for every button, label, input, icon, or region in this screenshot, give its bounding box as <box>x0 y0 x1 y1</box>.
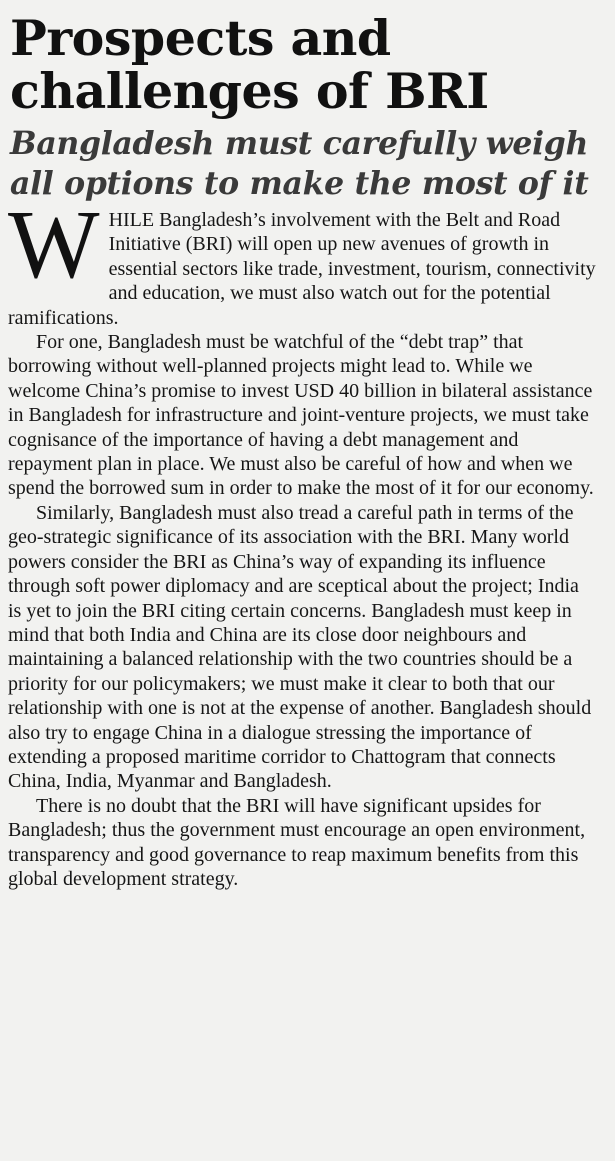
subheadline-line-2: all options to make the most of it <box>10 165 589 202</box>
paragraph-4: There is no doubt that the BRI will have significant upsides for Bangladesh; thus the government must encourage an open environment, transparency and good governance to reap maximum benefits from this global development strategy. <box>8 794 586 890</box>
paragraph-3: Similarly, Bangladesh must also tread a careful path in terms of the geo-strategic significance of its association with the BRI. Many world powers consider the BRI as China’s way of expanding its influence through soft power diplomacy and are sceptical about the project; India is yet to join the BRI citing certain concerns. Bangladesh must keep in mind that both India and China are its close door neighbours and maintaining a balanced relationship with the two countries should be a priority for our policymakers; we must make it clear to both that our relationship with one is not at the expense of another. Bangladesh should also try to engage China in a dialogue stressing the importance of extending a proposed maritime corridor to Chattogram that connects China, India, Myanmar and Bangladesh. <box>8 501 592 793</box>
drop-cap: W <box>8 191 100 298</box>
subheadline-line-1: Bangladesh must carefully weigh <box>10 125 589 162</box>
paragraph-1 <box>8 191 597 330</box>
article-body <box>8 191 597 891</box>
paragraph-2: For one, Bangladesh must be watchful of the “debt trap” that borrowing without well-planned projects might lead to. While we welcome China’s promise to invest USD 40 billion in bilateral assistance in Bangladesh for infrastructure and joint-venture projects, we must take cognisance of the importance of having a debt management and repayment plan in place. We must also be careful of how and when we spend the borrowed sum in order to make the most of it for our economy. <box>8 331 594 500</box>
headline-line-1: Prospects and <box>10 9 391 67</box>
headline <box>8 9 597 120</box>
paragraph-1-text: HILE Bangladesh’s involvement with the Belt and Road Initiative (BRI) will open up new avenues of growth in essential sectors like trade, investment, tourism, connectivity and education, we must also watch out for the potential ramifications. <box>8 209 596 329</box>
subheadline <box>8 124 597 204</box>
headline-line-2: challenges of BRI <box>10 62 489 120</box>
